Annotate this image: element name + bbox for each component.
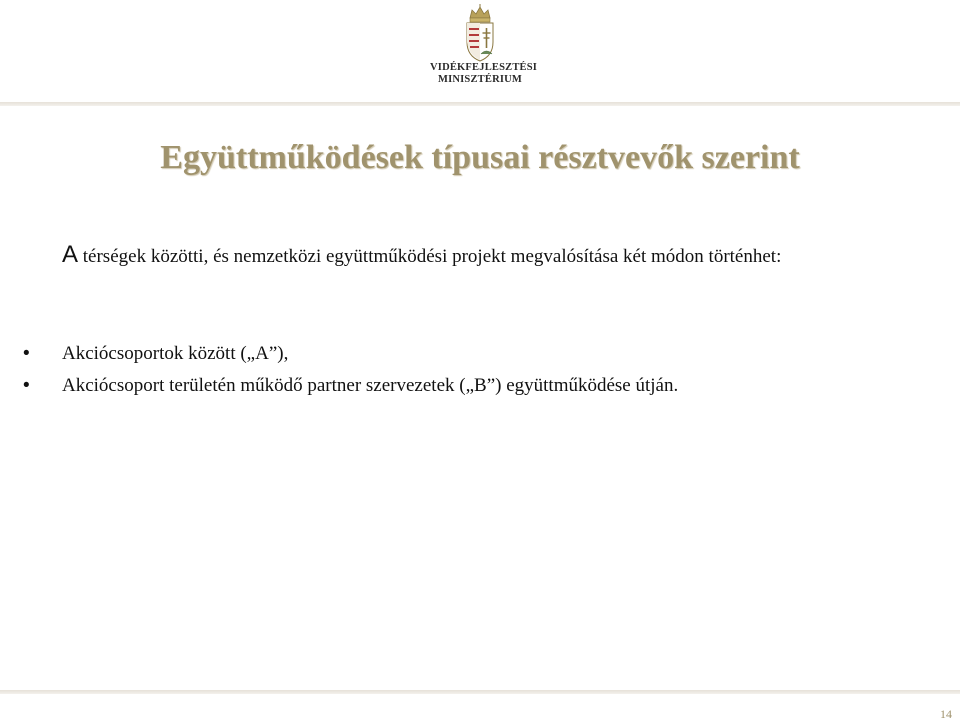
bullet-marker: • <box>23 343 30 364</box>
page-number: 14 <box>940 707 952 721</box>
header-divider <box>0 102 960 106</box>
bullet-list <box>18 338 938 402</box>
coat-of-arms-icon <box>460 4 500 62</box>
intro-paragraph <box>62 238 922 273</box>
slide-title: Együttműködések típusai résztvevők szerint <box>160 139 800 176</box>
bullet-marker: • <box>23 375 30 396</box>
list-item <box>18 370 938 402</box>
ministry-logo <box>430 4 538 86</box>
logo-text-line1: VIDÉKFEJLESZTÉSI <box>430 62 538 73</box>
intro-first-letter: A <box>62 241 79 268</box>
footer-divider <box>0 690 960 694</box>
intro-text: térségek közötti, és nemzetközi együttműködési projekt megvalósítása két módon történhet: <box>78 246 782 267</box>
list-item <box>18 338 938 370</box>
bullet-text: Akciócsoportok között („A”), <box>62 343 289 364</box>
bullet-text: Akciócsoport területén működő partner szervezetek („B”) együttműködése útján. <box>62 375 679 396</box>
logo-text-line2: MINISZTÉRIUM <box>437 74 523 85</box>
